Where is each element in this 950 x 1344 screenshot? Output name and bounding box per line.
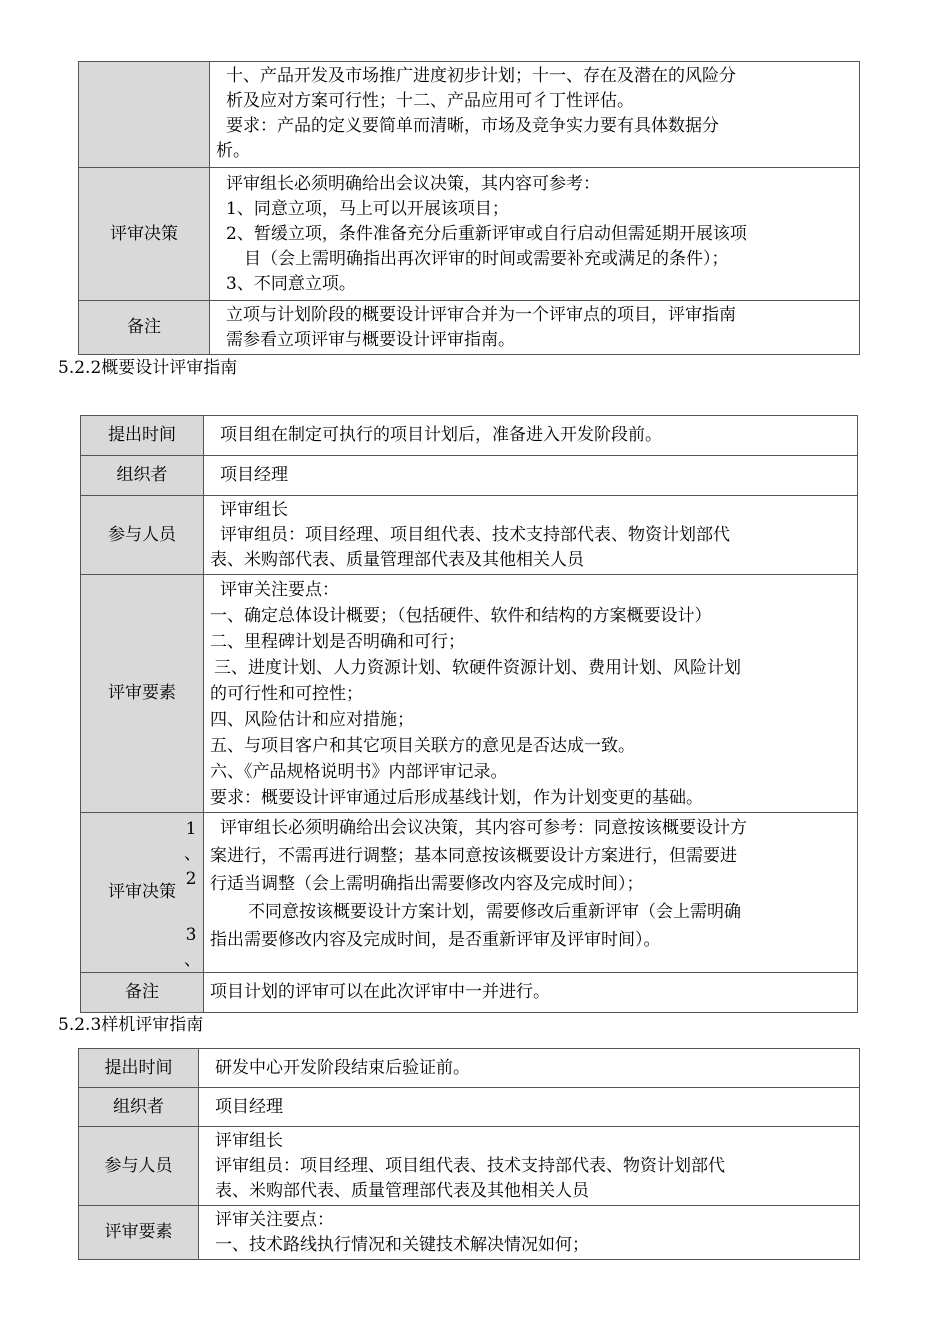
table-row <box>79 301 860 355</box>
row-label-organizer: 组织者 <box>81 456 204 496</box>
decision-line: 1、同意立项，马上可以开展该项目； <box>226 198 509 219</box>
content-line: 十、产品开发及市场推广进度初步计划；十一、存在及潜在的风险分 <box>226 66 736 86</box>
review-points-cell <box>204 575 858 813</box>
decision-line: 评审组长必须明确给出会议决策，其内容可参考： <box>226 173 600 194</box>
organizer-text: 项目经理 <box>220 465 288 485</box>
table-row <box>81 973 858 1013</box>
organizer-text: 项目经理 <box>215 1096 283 1117</box>
decision-line: 评审组长必须明确给出会议决策，其内容可参考：同意按该概要设计方 <box>220 818 747 838</box>
section-heading-5-2-2: 5.2.2概要设计评审指南 <box>58 358 238 378</box>
submit-time-text: 项目组在制定可执行的项目计划后，准备进入开发阶段前。 <box>220 425 662 445</box>
review-point-line: 评审关注要点： <box>220 579 339 600</box>
review-point-line: 一、技术路线执行情况和关键技术解决情况如何； <box>215 1234 589 1255</box>
participants-cell <box>199 1127 860 1206</box>
row-label-notes: 备注 <box>81 973 204 1013</box>
table-row <box>79 1088 860 1127</box>
row-label-notes: 备注 <box>79 301 210 355</box>
notes-cell <box>210 301 860 355</box>
row-label-submit-time: 提出时间 <box>79 1049 199 1088</box>
decision-line: 3、不同意立项。 <box>226 273 356 294</box>
participants-line: 评审组长 <box>215 1130 283 1151</box>
participants-line: 评审组员：项目经理、项目组代表、技术支持部代表、物资计划部代 <box>215 1155 725 1176</box>
review-point-line: 要求：概要设计评审通过后形成基线计划，作为计划变更的基础。 <box>210 787 703 808</box>
numbering-char: 1 <box>185 819 197 839</box>
participants-line: 表、米购部代表、质量管理部代表及其他相关人员 <box>210 549 584 570</box>
table-row <box>81 575 858 813</box>
decision-numbering <box>184 817 201 973</box>
numbering-char <box>184 892 198 917</box>
content-line: 析及应对方案可行性；十二、产品应用可彳丁性评估。 <box>226 91 634 111</box>
notes-line: 立项与计划阶段的概要设计评审合并为一个评审点的项目，评审指南 <box>226 304 736 325</box>
review-point-line: 五、与项目客户和其它项目关联方的意见是否达成一致。 <box>210 735 635 756</box>
numbering-char: 2 <box>185 869 197 889</box>
row-label-submit-time: 提出时间 <box>81 416 204 456</box>
decision-cell <box>204 813 858 973</box>
review-point-line: 四、风险估计和应对措施； <box>210 709 414 730</box>
participants-line: 表、米购部代表、质量管理部代表及其他相关人员 <box>215 1180 589 1201</box>
content-line: 要求：产品的定义要简单而清晰，市场及竞争实力要有具体数据分 <box>226 116 719 136</box>
table-outline-design-review <box>80 415 858 1013</box>
row-label-review-points: 评审要素 <box>79 1206 199 1260</box>
table-row <box>79 168 860 301</box>
participants-line: 评审组长 <box>220 499 288 520</box>
table-row <box>79 62 860 168</box>
review-point-line: 一、确定总体设计概要；（包括硬件、软件和结构的方案概要设计） <box>210 605 712 626</box>
row-label-participants: 参与人员 <box>81 496 204 575</box>
row-label-decision: 评审决策 <box>79 168 210 301</box>
decision-line: 指出需要修改内容及完成时间，是否重新评审及评审时间）。 <box>210 930 661 950</box>
table-row <box>81 416 858 456</box>
participants-line: 评审组员：项目经理、项目组代表、技术支持部代表、物资计划部代 <box>220 524 730 545</box>
row-label-organizer: 组织者 <box>79 1088 199 1127</box>
content-line: 析。 <box>216 141 250 161</box>
table-row <box>81 813 858 973</box>
organizer-value <box>199 1088 860 1127</box>
review-points-cell <box>199 1206 860 1260</box>
submit-time-value <box>199 1049 860 1088</box>
review-point-line: 六、《产品规格说明书》内部评审记录。 <box>210 761 508 782</box>
decision-cell <box>210 168 860 301</box>
notes-value <box>204 973 858 1013</box>
review-point-line: 的可行性和可控性； <box>210 683 363 704</box>
review-content-cell <box>210 62 860 168</box>
submit-time-text: 研发中心开发阶段结束后验证前。 <box>215 1057 470 1078</box>
review-point-line: 三、进度计划、人力资源计划、软硬件资源计划、费用计划、风险计划 <box>214 657 741 678</box>
review-point-line: 评审关注要点： <box>215 1209 334 1230</box>
participants-cell <box>204 496 858 575</box>
table-prototype-review <box>78 1048 860 1260</box>
notes-text: 项目计划的评审可以在此次评审中一并进行。 <box>210 982 550 1002</box>
decision-line: 目（会上需明确指出再次评审的时间或需要补充或满足的条件）； <box>244 248 729 269</box>
row-label-decision <box>81 813 204 973</box>
row-label-empty <box>79 62 210 168</box>
notes-line: 需参看立项评审与概要设计评审指南。 <box>226 329 515 350</box>
decision-line: 不同意按该概要设计方案计划，需要修改后重新评审（会上需明确 <box>248 902 741 922</box>
decision-line: 2、暂缓立项，条件准备充分后重新评审或自行启动但需延期开展该项 <box>226 223 747 244</box>
row-label-participants: 参与人员 <box>79 1127 199 1206</box>
review-point-line: 二、里程碑计划是否明确和可行； <box>210 631 465 652</box>
table-row <box>81 496 858 575</box>
numbering-char: 3 <box>185 925 197 945</box>
decision-label-text: 评审决策 <box>108 882 176 902</box>
row-label-review-points: 评审要素 <box>81 575 204 813</box>
organizer-value <box>204 456 858 496</box>
numbering-char: 、 <box>184 950 201 970</box>
decision-line: 行适当调整（会上需明确指出需要修改内容及完成时间）； <box>210 874 644 894</box>
table-row <box>79 1127 860 1206</box>
table-row <box>79 1206 860 1260</box>
table-row <box>81 456 858 496</box>
section-heading-5-2-3: 5.2.3样机评审指南 <box>58 1015 204 1035</box>
table-row <box>79 1049 860 1088</box>
table-project-approval-continued <box>78 61 860 355</box>
decision-line: 案进行，不需再进行调整；基本同意按该概要设计方案进行，但需要进 <box>210 846 737 866</box>
numbering-char: 、 <box>184 844 201 864</box>
submit-time-value <box>204 416 858 456</box>
